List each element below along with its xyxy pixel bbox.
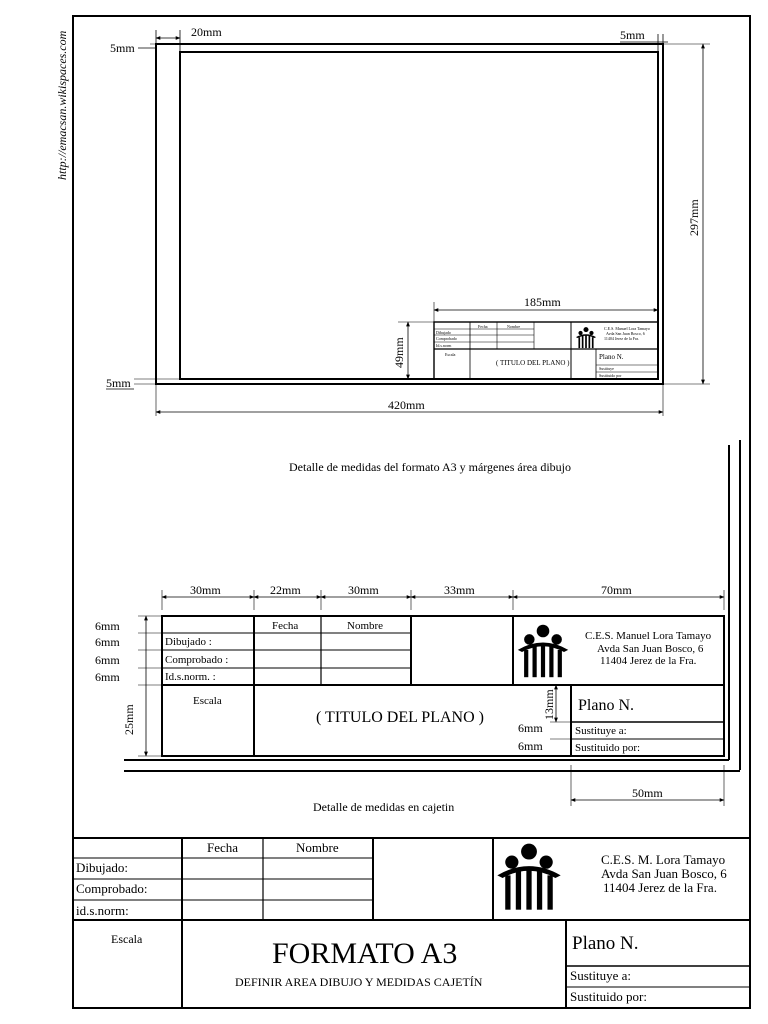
mini-sustituye: Sustituye: [599, 366, 614, 371]
tb-school-line-2: Avda San Juan Bosco, 6: [601, 866, 727, 881]
detail-sustituye: Sustituye a:: [575, 725, 627, 737]
dim-col-1: 30mm: [190, 583, 221, 597]
detail-school-logo-icon: [518, 625, 568, 678]
caption-cajetin: Detalle de medidas en cajetin: [313, 800, 455, 814]
mini-sustituido: Sustituido por: [599, 373, 622, 378]
title-block: [73, 838, 750, 1008]
mini-school-logo-icon: [576, 327, 596, 348]
dim-row-2: 6mm: [95, 635, 120, 649]
cajetin-detail-diagram: [95, 440, 740, 814]
dim-plano-width: 50mm: [632, 786, 663, 800]
dim-top-margin: 5mm: [110, 41, 135, 55]
tb-subtitle: DEFINIR AREA DIBUJO Y MEDIDAS CAJETÍN: [235, 975, 483, 989]
detail-school-line-1: C.E.S. Manuel Lora Tamayo: [585, 630, 712, 642]
tb-sustituido: Sustituido por:: [570, 989, 647, 1004]
dim-row-3: 6mm: [95, 653, 120, 667]
a3-format-diagram: [106, 25, 710, 474]
mini-nombre: Nombre: [507, 324, 521, 329]
tb-plano: Plano N.: [572, 933, 639, 954]
mini-dibujado: Dibujado: [436, 330, 451, 335]
tb-escala: Escala: [111, 932, 143, 946]
dim-right-margin: 5mm: [620, 28, 645, 42]
mini-titulo: ( TITULO DEL PLANO ): [496, 359, 570, 367]
tb-school-line-3: 11404 Jerez de la Fra.: [603, 880, 717, 895]
tb-comprobado: Comprobado:: [76, 881, 148, 896]
dim-plano-height: 13mm: [542, 689, 556, 720]
dim-sust-height-1: 6mm: [518, 721, 543, 735]
mini-school-line-1: C.E.S. Manuel Lora Tamayo: [604, 326, 650, 331]
dim-sust-height-2: 6mm: [518, 739, 543, 753]
detail-idsnorm: Id.s.norm. :: [165, 671, 216, 683]
tb-nombre: Nombre: [296, 840, 339, 855]
dim-bottom-margin: 5mm: [106, 376, 131, 390]
detail-fecha: Fecha: [272, 620, 299, 632]
dim-row-5: 25mm: [122, 704, 136, 735]
dim-row-4: 6mm: [95, 670, 120, 684]
tb-fecha: Fecha: [207, 840, 239, 855]
dim-cajetin-width: 185mm: [524, 295, 561, 309]
detail-school-line-2: Avda San Juan Bosco, 6: [597, 643, 704, 655]
dim-height: 297mm: [687, 199, 701, 236]
dim-col-4: 33mm: [444, 583, 475, 597]
dim-cajetin-height: 49mm: [392, 337, 406, 368]
detail-titulo: ( TITULO DEL PLANO ): [316, 709, 484, 726]
tb-school-line-1: C.E.S. M. Lora Tamayo: [601, 852, 726, 867]
detail-dibujado: Dibujado :: [165, 636, 212, 648]
detail-nombre: Nombre: [347, 620, 384, 632]
detail-plano: Plano N.: [578, 697, 634, 714]
dim-col-5: 70mm: [601, 583, 632, 597]
tb-dibujado: Dibujado:: [76, 860, 128, 875]
mini-plano: Plano N.: [599, 353, 624, 361]
dim-col-2: 22mm: [270, 583, 301, 597]
side-url: http://emacsan.wikispaces.com: [55, 30, 69, 180]
mini-idsnorm: Id.s.norm: [436, 343, 452, 348]
detail-comprobado: Comprobado :: [165, 654, 229, 666]
tb-title: FORMATO A3: [272, 937, 458, 970]
detail-school-line-3: 11404 Jerez de la Fra.: [600, 655, 697, 667]
dim-row-1: 6mm: [95, 619, 120, 633]
mini-school-line-2: Avda San Juan Bosco, 6: [606, 331, 645, 336]
a3-sheet-outline: [156, 44, 663, 384]
dim-left-margin: 20mm: [191, 25, 222, 39]
mini-fecha: Fecha: [478, 324, 488, 329]
detail-sustituido: Sustituido por:: [575, 742, 641, 754]
tb-idsnorm: id.s.norm:: [76, 903, 129, 918]
mini-cajetin: [434, 322, 658, 379]
mini-comprobado: Comprobado: [436, 336, 457, 341]
dim-width: 420mm: [388, 398, 425, 412]
dim-col-3: 30mm: [348, 583, 379, 597]
tb-sustituye: Sustituye a:: [570, 968, 632, 983]
mini-school-line-3: 11404 Jerez de la Fra.: [604, 336, 640, 341]
caption-format: Detalle de medidas del formato A3 y márgenes área dibujo: [289, 460, 572, 474]
detail-escala: Escala: [193, 695, 222, 707]
mini-escala: Escala: [445, 352, 456, 357]
tb-school-logo-icon: [497, 844, 560, 910]
